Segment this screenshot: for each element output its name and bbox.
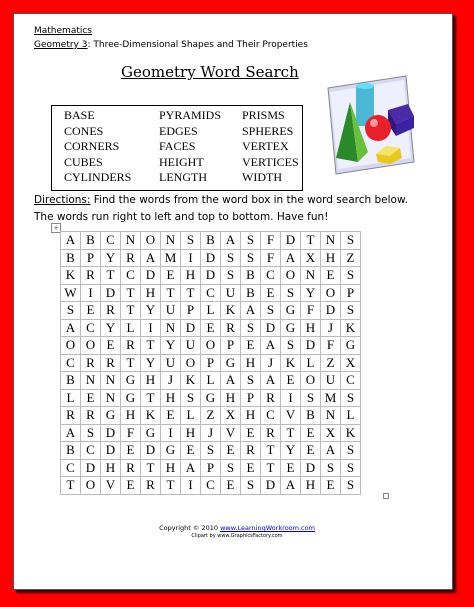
- grid-cell: D: [101, 284, 121, 302]
- grid-cell: A: [141, 249, 161, 267]
- grid-cell: G: [121, 372, 141, 390]
- grid-row: [61, 337, 361, 355]
- grid-cell: E: [221, 477, 241, 495]
- grid-cell: H: [301, 319, 321, 337]
- grid-row: [61, 389, 361, 407]
- grid-cell: F: [121, 424, 141, 442]
- word-list-item: BASE: [64, 108, 95, 122]
- grid-cell: G: [281, 302, 301, 320]
- grid-cell: H: [321, 249, 341, 267]
- word-list-item: CONES: [64, 123, 104, 138]
- grid-cell: A: [61, 424, 81, 442]
- grid-cell: E: [241, 424, 261, 442]
- grid-cell: G: [221, 354, 241, 372]
- grid-cell: T: [261, 459, 281, 477]
- grid-cell: Y: [301, 284, 321, 302]
- grid-cell: S: [241, 319, 261, 337]
- grid-cell: D: [141, 442, 161, 460]
- grid-cell: R: [61, 407, 81, 425]
- grid-cell: T: [281, 424, 301, 442]
- table-resize-handle[interactable]: [383, 493, 389, 499]
- grid-cell: E: [161, 267, 181, 285]
- grid-cell: D: [301, 459, 321, 477]
- grid-cell: E: [81, 389, 101, 407]
- grid-cell: H: [161, 459, 181, 477]
- grid-cell: E: [81, 302, 101, 320]
- grid-cell: I: [181, 249, 201, 267]
- grid-cell: D: [281, 232, 301, 250]
- grid-cell: E: [161, 407, 181, 425]
- grid-cell: P: [201, 459, 221, 477]
- grid-cell: H: [101, 459, 121, 477]
- grid-cell: J: [201, 424, 221, 442]
- grid-cell: E: [321, 267, 341, 285]
- lesson-title: : Three-Dimensional Shapes and Their Properties: [87, 40, 308, 50]
- grid-cell: L: [61, 389, 81, 407]
- grid-cell: H: [141, 284, 161, 302]
- grid-cell: C: [61, 354, 81, 372]
- grid-cell: G: [341, 337, 361, 355]
- lesson-number: Geometry 3: [34, 40, 88, 50]
- grid-cell: I: [141, 319, 161, 337]
- grid-row: [61, 354, 361, 372]
- grid-cell: O: [301, 372, 321, 390]
- word-list-item: PYRAMIDS: [159, 108, 222, 122]
- grid-cell: U: [321, 372, 341, 390]
- grid-cell: O: [281, 267, 301, 285]
- grid-cell: S: [181, 389, 201, 407]
- grid-cell: P: [181, 302, 201, 320]
- grid-cell: X: [341, 354, 361, 372]
- grid-cell: A: [261, 372, 281, 390]
- word-list-item: VERTICES: [242, 154, 299, 169]
- grid-cell: O: [141, 232, 161, 250]
- grid-cell: H: [161, 389, 181, 407]
- grid-cell: R: [221, 319, 241, 337]
- grid-cell: C: [101, 232, 121, 250]
- grid-cell: E: [241, 459, 261, 477]
- grid-cell: C: [261, 267, 281, 285]
- word-column-2: [159, 108, 221, 186]
- grid-cell: E: [121, 442, 141, 460]
- grid-cell: B: [241, 267, 261, 285]
- grid-cell: P: [341, 284, 361, 302]
- grid-cell: K: [61, 267, 81, 285]
- grid-cell: S: [181, 232, 201, 250]
- word-list-item: WIDTH: [242, 170, 282, 184]
- grid-cell: N: [101, 372, 121, 390]
- grid-cell: S: [241, 372, 261, 390]
- grid-cell: N: [321, 232, 341, 250]
- grid-cell: B: [201, 232, 221, 250]
- grid-cell: Y: [101, 319, 121, 337]
- grid-cell: V: [101, 477, 121, 495]
- word-list-item: CORNERS: [64, 139, 120, 153]
- grid-row: [61, 442, 361, 460]
- grid-cell: T: [161, 477, 181, 495]
- grid-cell: S: [221, 459, 241, 477]
- page-title: Geometry Word Search: [121, 63, 299, 81]
- grid-cell: O: [181, 354, 201, 372]
- grid-cell: H: [181, 267, 201, 285]
- grid-cell: U: [181, 337, 201, 355]
- grid-cell: W: [61, 284, 81, 302]
- grid-cell: D: [261, 477, 281, 495]
- grid-row: [61, 302, 361, 320]
- grid-cell: B: [61, 249, 81, 267]
- directions-line-2: The words run right to left and top to bottom. Have fun!: [34, 211, 329, 223]
- grid-cell: A: [221, 372, 241, 390]
- grid-cell: D: [81, 459, 101, 477]
- grid-cell: G: [281, 319, 301, 337]
- grid-cell: D: [201, 249, 221, 267]
- grid-cell: H: [241, 407, 261, 425]
- grid-cell: E: [321, 477, 341, 495]
- grid-cell: S: [341, 267, 361, 285]
- word-list-item: PRISMS: [242, 108, 285, 122]
- grid-cell: G: [201, 389, 221, 407]
- word-list-item: VERTEX: [242, 139, 289, 153]
- grid-cell: V: [221, 424, 241, 442]
- grid-cell: Y: [101, 249, 121, 267]
- grid-cell: I: [161, 424, 181, 442]
- grid-cell: R: [121, 459, 141, 477]
- grid-cell: D: [201, 267, 221, 285]
- grid-cell: R: [121, 249, 141, 267]
- grid-cell: N: [161, 319, 181, 337]
- grid-cell: N: [321, 407, 341, 425]
- grid-cell: E: [101, 337, 121, 355]
- grid-cell: H: [141, 372, 161, 390]
- grid-row: [61, 407, 361, 425]
- grid-cell: T: [261, 442, 281, 460]
- grid-cell: X: [221, 407, 241, 425]
- grid-cell: S: [341, 302, 361, 320]
- copyright-link[interactable]: www.LearningWorkroom.com: [220, 524, 315, 532]
- grid-cell: C: [201, 284, 221, 302]
- grid-cell: E: [281, 459, 301, 477]
- grid-cell: D: [101, 442, 121, 460]
- word-list-item: CYLINDERS: [64, 170, 132, 184]
- word-list-item: CUBES: [64, 154, 103, 169]
- grid-cell: T: [121, 354, 141, 372]
- grid-cell: T: [121, 302, 141, 320]
- grid-cell: S: [201, 442, 221, 460]
- grid-cell: B: [61, 372, 81, 390]
- grid-cell: F: [321, 337, 341, 355]
- grid-cell: R: [121, 337, 141, 355]
- grid-cell: T: [121, 284, 141, 302]
- grid-cell: S: [221, 249, 241, 267]
- grid-cell: B: [301, 407, 321, 425]
- grid-cell: R: [261, 424, 281, 442]
- grid-cell: B: [61, 442, 81, 460]
- grid-cell: S: [301, 389, 321, 407]
- grid-cell: C: [261, 407, 281, 425]
- grid-cell: Z: [201, 407, 221, 425]
- grid-row: [61, 249, 361, 267]
- grid-cell: N: [301, 267, 321, 285]
- grid-cell: E: [301, 424, 321, 442]
- grid-row: [61, 267, 361, 285]
- grid-cell: S: [341, 389, 361, 407]
- grid-cell: T: [181, 284, 201, 302]
- grid-cell: G: [121, 389, 141, 407]
- word-list-item: LENGTH: [159, 170, 207, 184]
- grid-cell: H: [221, 389, 241, 407]
- grid-cell: C: [341, 372, 361, 390]
- grid-cell: C: [81, 319, 101, 337]
- grid-row: [61, 284, 361, 302]
- directions-label: Directions:: [34, 194, 91, 206]
- grid-cell: Y: [281, 442, 301, 460]
- grid-cell: T: [141, 459, 161, 477]
- grid-cell: E: [241, 337, 261, 355]
- grid-cell: B: [241, 284, 261, 302]
- grid-cell: L: [341, 407, 361, 425]
- grid-cell: R: [101, 302, 121, 320]
- grid-cell: C: [121, 267, 141, 285]
- grid-cell: I: [181, 477, 201, 495]
- grid-cell: E: [121, 477, 141, 495]
- grid-cell: S: [261, 302, 281, 320]
- grid-cell: O: [201, 337, 221, 355]
- table-move-handle[interactable]: +: [51, 223, 61, 233]
- grid-cell: A: [61, 319, 81, 337]
- grid-cell: G: [161, 442, 181, 460]
- grid-cell: E: [301, 442, 321, 460]
- grid-cell: D: [261, 319, 281, 337]
- grid-cell: G: [101, 407, 121, 425]
- grid-cell: N: [161, 232, 181, 250]
- grid-cell: I: [81, 284, 101, 302]
- grid-cell: P: [201, 354, 221, 372]
- grid-row: [61, 232, 361, 250]
- grid-cell: S: [241, 232, 261, 250]
- grid-cell: H: [181, 424, 201, 442]
- grid-cell: S: [281, 337, 301, 355]
- grid-cell: L: [201, 372, 221, 390]
- grid-cell: D: [321, 302, 341, 320]
- grid-cell: K: [221, 302, 241, 320]
- grid-cell: C: [61, 459, 81, 477]
- grid-cell: F: [261, 232, 281, 250]
- word-list-item: HEIGHT: [159, 154, 204, 169]
- grid-cell: U: [221, 284, 241, 302]
- grid-cell: L: [181, 407, 201, 425]
- grid-row: [61, 459, 361, 477]
- grid-cell: N: [101, 389, 121, 407]
- grid-cell: M: [321, 389, 341, 407]
- word-box: [51, 105, 303, 191]
- grid-cell: E: [221, 442, 241, 460]
- 3d-shapes-illustration: [318, 70, 418, 180]
- grid-cell: K: [281, 354, 301, 372]
- grid-cell: S: [321, 459, 341, 477]
- grid-cell: E: [181, 442, 201, 460]
- grid-cell: G: [141, 424, 161, 442]
- grid-cell: Z: [321, 354, 341, 372]
- grid-cell: S: [221, 267, 241, 285]
- grid-cell: D: [141, 267, 161, 285]
- grid-cell: A: [221, 232, 241, 250]
- grid-cell: I: [281, 389, 301, 407]
- grid-cell: A: [261, 337, 281, 355]
- grid-cell: J: [321, 319, 341, 337]
- grid-cell: E: [261, 284, 281, 302]
- word-list-item: EDGES: [159, 123, 198, 138]
- grid-cell: K: [181, 372, 201, 390]
- grid-cell: A: [281, 249, 301, 267]
- grid-cell: S: [341, 459, 361, 477]
- grid-cell: R: [81, 407, 101, 425]
- grid-cell: H: [241, 354, 261, 372]
- grid-cell: X: [301, 249, 321, 267]
- grid-cell: P: [81, 249, 101, 267]
- grid-cell: J: [261, 354, 281, 372]
- grid-cell: O: [61, 337, 81, 355]
- grid-cell: R: [81, 267, 101, 285]
- grid-cell: S: [341, 442, 361, 460]
- grid-cell: U: [161, 354, 181, 372]
- grid-cell: S: [341, 232, 361, 250]
- grid-cell: S: [341, 477, 361, 495]
- grid-row: [61, 372, 361, 390]
- grid-cell: K: [341, 424, 361, 442]
- grid-cell: P: [221, 337, 241, 355]
- grid-cell: N: [121, 232, 141, 250]
- grid-cell: T: [101, 267, 121, 285]
- grid-cell: L: [301, 354, 321, 372]
- grid-cell: J: [161, 372, 181, 390]
- copyright-line: [0, 524, 474, 532]
- grid-cell: F: [261, 249, 281, 267]
- grid-cell: K: [341, 319, 361, 337]
- grid-cell: A: [241, 302, 261, 320]
- grid-cell: S: [81, 424, 101, 442]
- grid-cell: C: [201, 477, 221, 495]
- directions-line-1: Find the words from the word box in the word search below.: [90, 194, 408, 206]
- grid-cell: U: [161, 302, 181, 320]
- grid-cell: C: [81, 442, 101, 460]
- grid-cell: R: [81, 354, 101, 372]
- grid-cell: O: [321, 284, 341, 302]
- grid-row: [61, 477, 361, 495]
- grid-cell: T: [61, 477, 81, 495]
- word-column-3: [242, 108, 299, 186]
- grid-cell: T: [141, 389, 161, 407]
- grid-cell: V: [281, 407, 301, 425]
- grid-row: [61, 319, 361, 337]
- grid-cell: A: [181, 459, 201, 477]
- word-list-item: FACES: [159, 139, 196, 153]
- lesson-heading: [34, 40, 308, 50]
- grid-cell: K: [141, 407, 161, 425]
- word-list-item: SPHERES: [242, 123, 294, 138]
- word-search-grid: [60, 231, 361, 495]
- grid-cell: A: [321, 442, 341, 460]
- copyright-text: Copyright © 2010: [159, 524, 221, 532]
- grid-cell: E: [201, 319, 221, 337]
- grid-cell: T: [161, 284, 181, 302]
- grid-cell: M: [161, 249, 181, 267]
- grid-cell: Z: [341, 249, 361, 267]
- grid-cell: A: [61, 232, 81, 250]
- grid-cell: R: [141, 477, 161, 495]
- grid-cell: L: [121, 319, 141, 337]
- grid-cell: O: [81, 477, 101, 495]
- grid-cell: N: [81, 372, 101, 390]
- grid-cell: D: [101, 424, 121, 442]
- grid-cell: Y: [141, 302, 161, 320]
- grid-cell: X: [321, 424, 341, 442]
- grid-cell: S: [241, 249, 261, 267]
- grid-cell: D: [301, 337, 321, 355]
- grid-cell: B: [81, 232, 101, 250]
- grid-cell: A: [281, 477, 301, 495]
- grid-cell: T: [301, 232, 321, 250]
- grid-cell: S: [281, 284, 301, 302]
- grid-cell: H: [121, 407, 141, 425]
- grid-row: [61, 424, 361, 442]
- subject-heading: Mathematics: [34, 26, 92, 36]
- grid-cell: L: [201, 302, 221, 320]
- grid-cell: D: [181, 319, 201, 337]
- grid-cell: Y: [161, 337, 181, 355]
- grid-cell: H: [301, 477, 321, 495]
- grid-cell: Y: [141, 354, 161, 372]
- word-column-1: [64, 108, 131, 186]
- grid-cell: F: [301, 302, 321, 320]
- grid-cell: T: [141, 337, 161, 355]
- grid-cell: R: [101, 354, 121, 372]
- grid-cell: S: [61, 302, 81, 320]
- grid-cell: R: [241, 442, 261, 460]
- grid-cell: R: [261, 389, 281, 407]
- grid-cell: P: [241, 389, 261, 407]
- grid-cell: E: [281, 372, 301, 390]
- grid-cell: S: [241, 477, 261, 495]
- clipart-credit: Clipart by www.GraphicsFactory.com: [191, 533, 283, 539]
- directions: [34, 192, 408, 226]
- grid-cell: O: [81, 337, 101, 355]
